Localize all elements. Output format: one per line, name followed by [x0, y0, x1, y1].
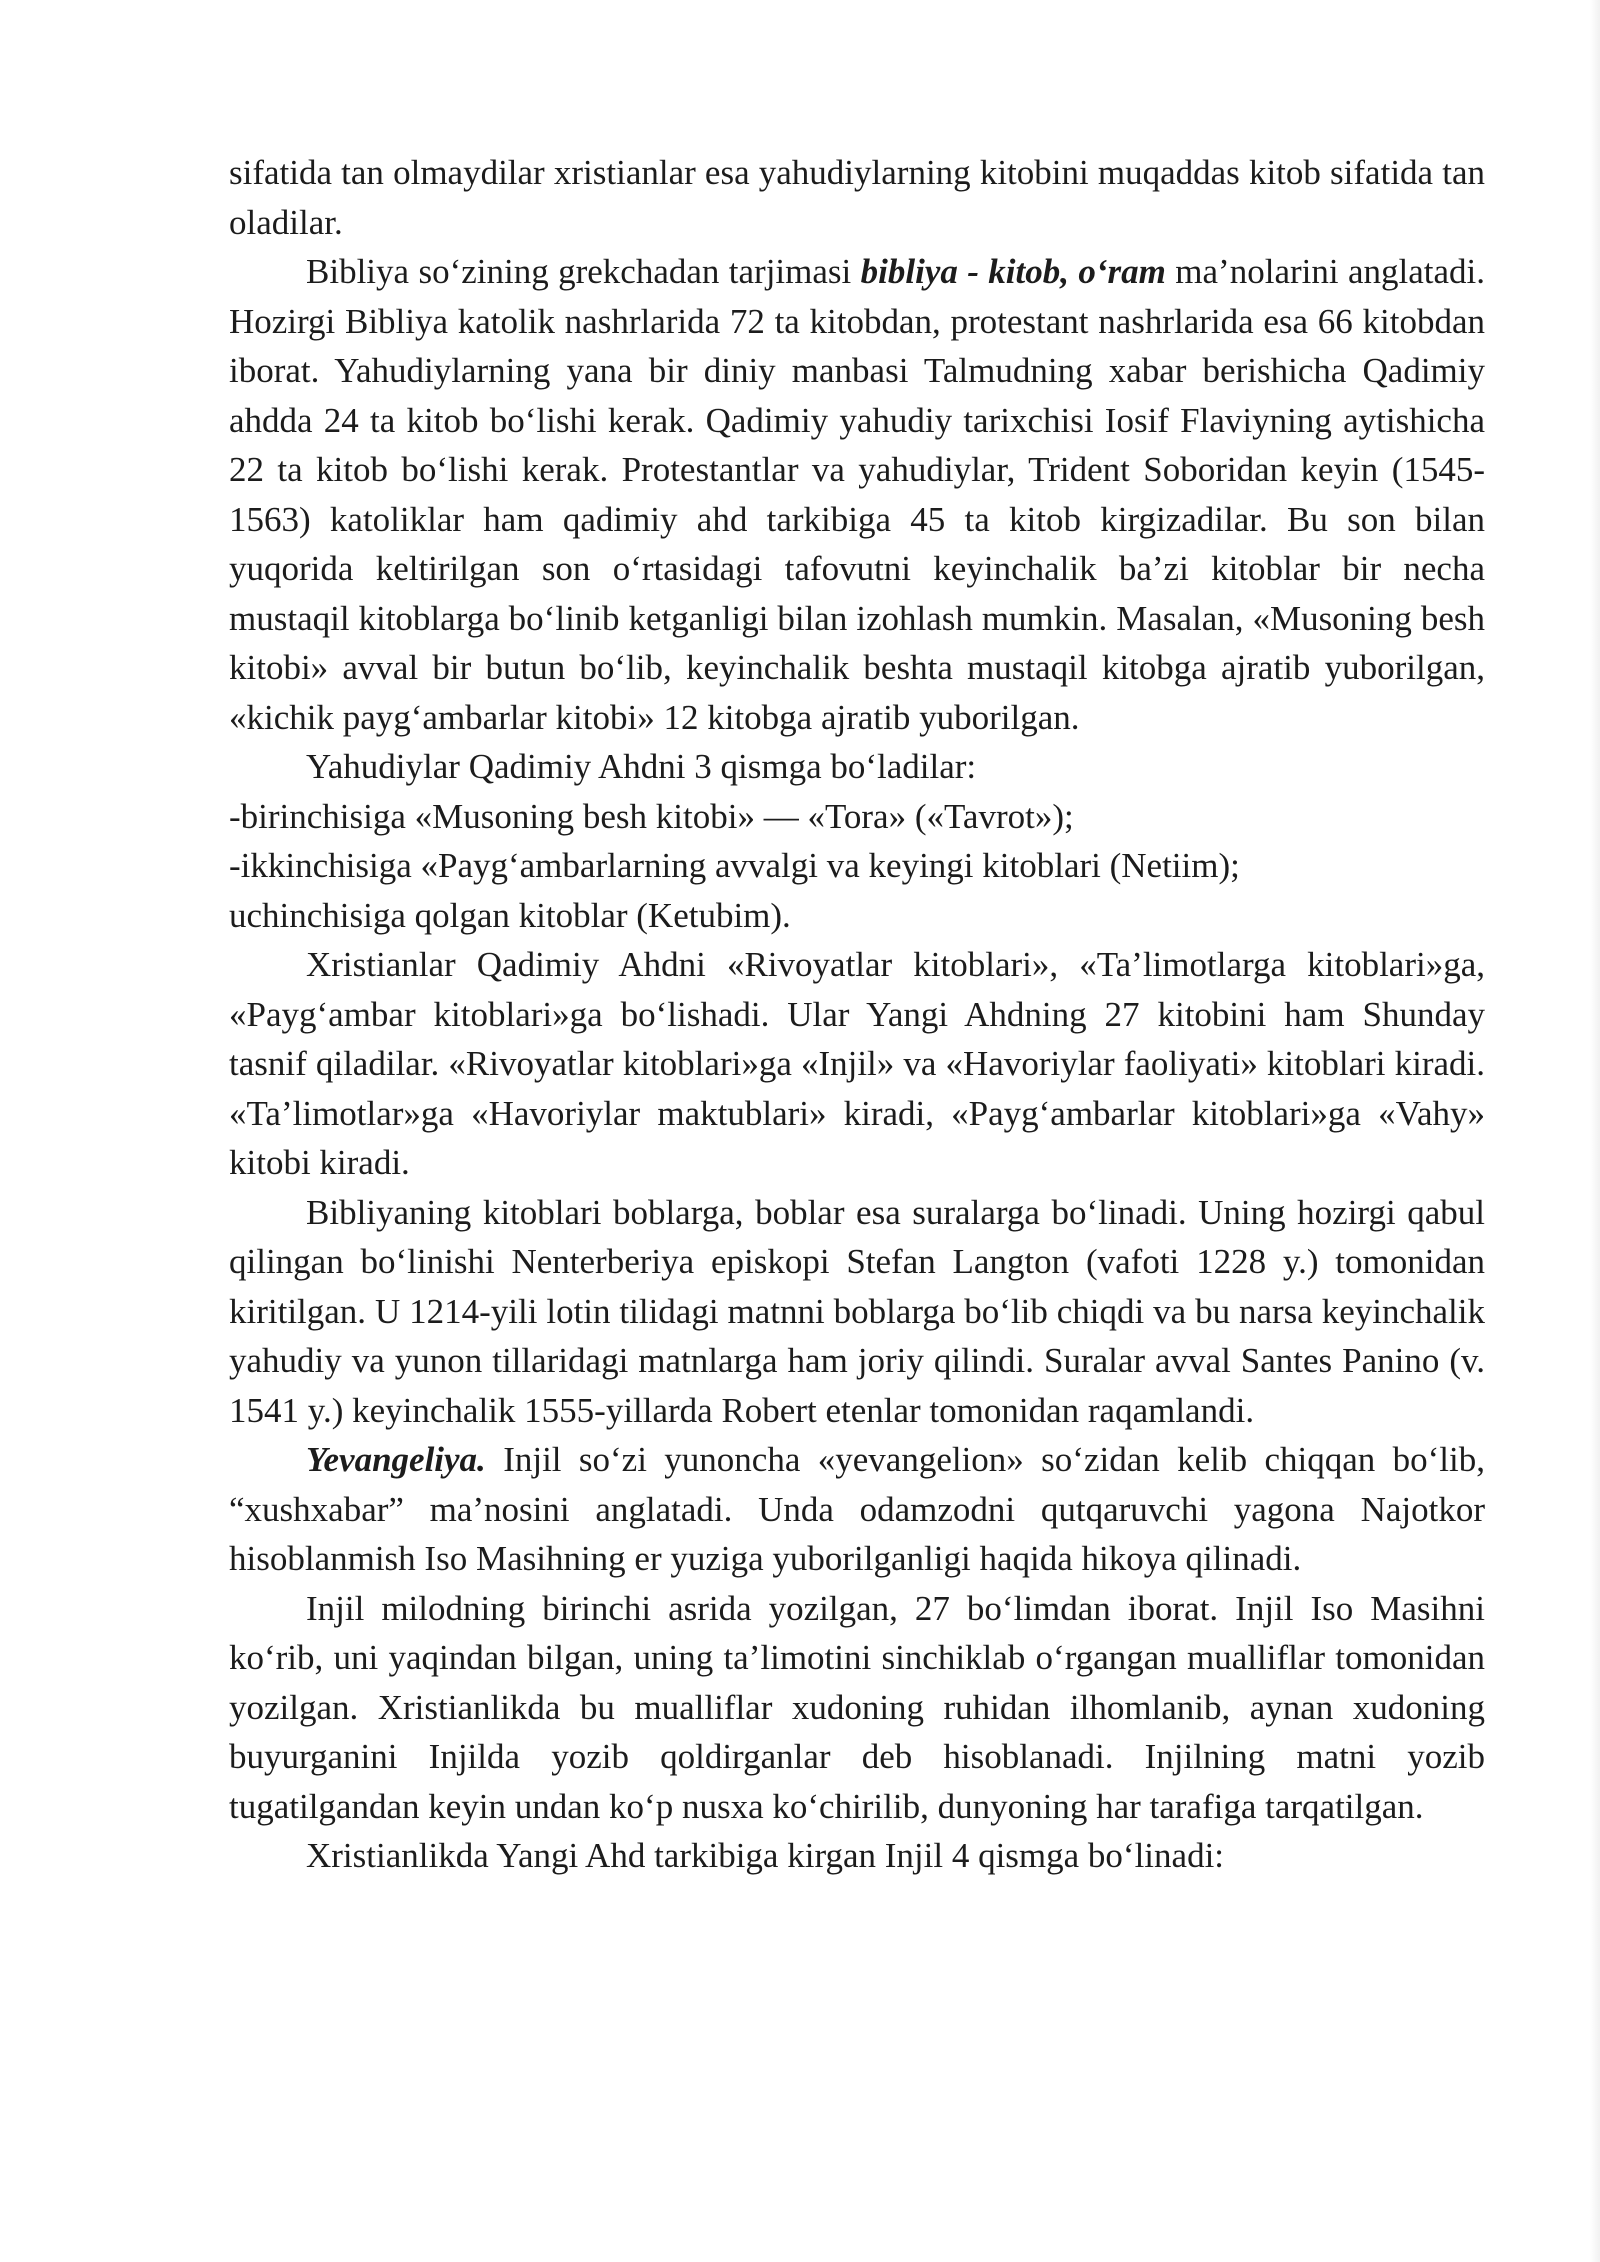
paragraph-continuation: sifatida tan olmaydilar xristianlar esa yahudiylarning kitobini muqaddas kitob sifatida tan oladilar. — [229, 153, 1485, 242]
paragraph-lead: Bibliya so‘zining grekchadan tarjimasi — [306, 252, 861, 291]
term-bibliya: bibliya - kitob, o‘ram — [860, 252, 1166, 291]
document-page — [229, 148, 1485, 1881]
paragraph-body: ma’nolarini anglatadi. Hozirgi Bibliya katolik nashrlarida 72 ta kitobdan, protestant nashrlarida esa 66 kitobdan iborat. Yahudiylarning yana bir diniy manbasi Talmudning xabar berishicha Qadimiy ahdda 24 ta kitob bo‘lishi kerak. Qadimiy yahudiy tarixchisi Iosif Flaviyning aytishicha 22 ta kitob bo‘lishi kerak. Protestantlar va yahudiylar, Trident Soboridan keyin (1545-1563) katoliklar ham qadimiy ahd tarkibiga 45 ta kitob kirgizadilar. Bu son bilan yuqorida keltirilgan son o‘rtasidagi tafovutni keyinchalik ba’zi kitoblar bir necha mustaqil kitoblarga bo‘linib ketganligi bilan izohlash mumkin. Masalan, «Musoning besh kitobi» avval bir butun bo‘lib, keyinchalik beshta mustaqil kitobga ajratib yuborilgan, «kichik payg‘ambarlar kitobi» 12 kitobga ajratib yuborilgan. — [229, 252, 1485, 737]
paragraph-body: Injil so‘zi yunoncha «yevangelion» so‘zidan kelib chiqqan bo‘lib, “xushxabar” ma’nosini anglatadi. Unda odamzodni qutqaruvchi yagona Najotkor hisoblanmish Iso Masihning er yuziga yuborilganligi haqida hikoya qilinadi. — [229, 1440, 1485, 1578]
paragraph-division-intro: Yahudiylar Qadimiy Ahdni 3 qismga bo‘ladilar: — [306, 747, 977, 786]
paragraph-chapters: Bibliyaning kitoblari boblarga, boblar esa suralarga bo‘linadi. Uning hozirgi qabul qilingan bo‘linishi Nenterberiya episkopi Stefan Langton (vafoti 1228 y.) tomonidan kiritilgan. U 1214-yili lotin tilidagi matnni boblarga bo‘lib chiqdi va bu narsa keyinchalik yahudiy va yunon tillaridagi matnlarga ham joriy qilindi. Suralar avval Santes Panino (v. 1541 y.) keyinchalik 1555-yillarda Robert etenlar tomonidan raqamlandi. — [229, 1192, 1485, 1430]
list-item: -birinchisiga «Musoning besh kitobi» — «Tora» («Tavrot»); — [229, 796, 1074, 836]
paragraph-yevangeliya — [229, 1435, 1485, 1584]
paragraph-injil-parts: Xristianlikda Yangi Ahd tarkibiga kirgan Injil 4 qismga bo‘linadi: — [306, 1836, 1225, 1875]
paragraph-bibliya — [229, 247, 1485, 742]
list-item: -ikkinchisiga «Payg‘ambarlarning avvalgi va keyingi kitoblari (Netiim); — [229, 846, 1240, 885]
list-item: uchinchisiga qolgan kitoblar (Ketubim). — [229, 895, 791, 935]
paragraph-injil: Injil milodning birinchi asrida yozilgan, 27 bo‘limdan iborat. Injil Iso Masihni ko‘rib, uni yaqindan bilgan, uning ta’limotini sinchiklab o‘rgangan mualliflar tomonidan yozilgan. Xristianlikda bu mualliflar xudoning ruhidan ilhomlanib, aynan xudoning buyurganini Injilda yozib qoldirganlar deb hisoblanadi. Injilning matni yozib tugatilgandan keyin undan ko‘p nusxa ko‘chirilib, dunyoning har tarafiga tarqatilgan. — [229, 1588, 1485, 1826]
paragraph-christian-division: Xristianlar Qadimiy Ahdni «Rivoyatlar kitoblari», «Ta’limotlarga kitoblari»ga, «Payg‘ambar kitoblari»ga bo‘lishadi. Ular Yangi Ahdning 27 kitobini ham Shunday tasnif qiladilar. «Rivoyatlar kitoblari»ga «Injil» va «Havoriylar faoliyati» kitoblari kiradi. «Ta’limotlar»ga «Havoriylar maktublari» kiradi, «Payg‘ambarlar kitoblari»ga «Vahy» kitobi kiradi. — [229, 945, 1485, 1182]
page-edge-shadow — [1590, 0, 1600, 2262]
term-yevangeliya: Yevangeliya. — [306, 1440, 486, 1479]
